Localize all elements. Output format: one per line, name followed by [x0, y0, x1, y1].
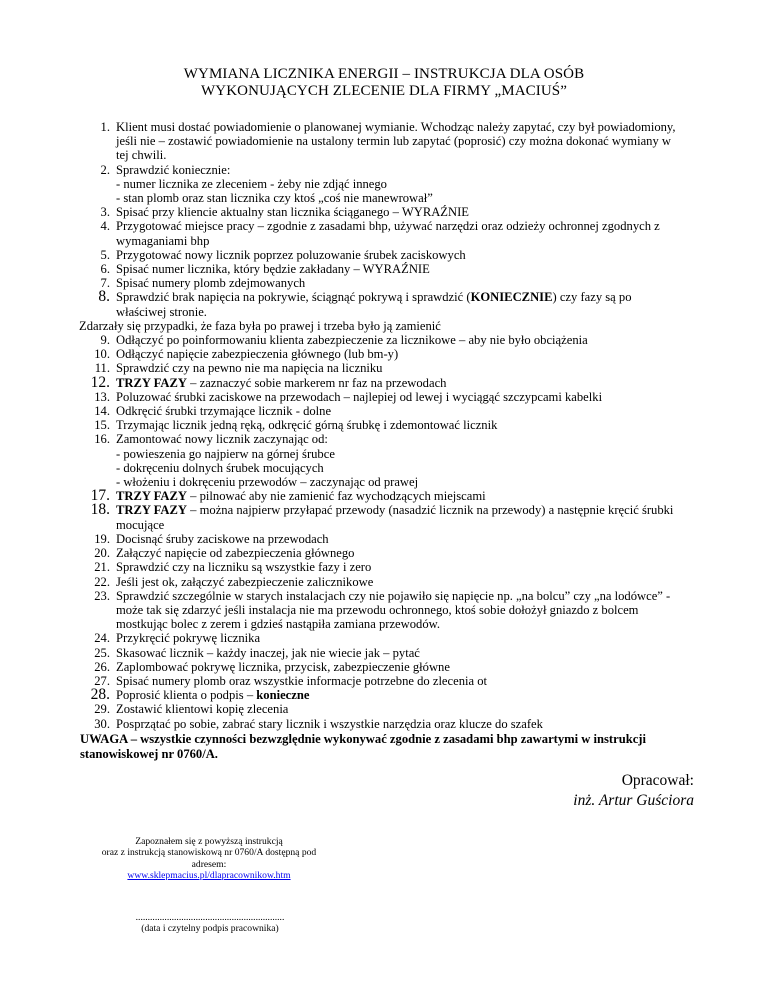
step-item: [80, 717, 696, 731]
step-text: Trzymając licznik jedną ręką, odkręcić górną śrubkę i zdemontować licznik: [116, 418, 498, 433]
step-text: Sprawdzić czy na liczniku są wszystkie fazy i zero: [116, 560, 372, 575]
step-number: 1.: [100, 120, 110, 134]
step-number: 3.: [100, 205, 110, 220]
step-number: 6.: [100, 262, 110, 277]
step-item: [80, 674, 696, 688]
step-text: Sprawdzić koniecznie:: [116, 162, 231, 177]
step-text: Sprawdzić szczególnie w starych instalacjach czy nie pojawiło się napięcie np. „na bolcu” czy „na lodówce” -: [116, 588, 671, 603]
step-text: Spisać numer licznika, który będzie zakładany – WYRAŹNIE: [116, 262, 430, 277]
step-number: 17.: [90, 487, 110, 505]
document-title: [0, 66, 768, 100]
step-text: [116, 376, 696, 390]
step-number: 19.: [94, 531, 110, 546]
step-number: 9.: [100, 333, 110, 348]
step-number: 7.: [100, 276, 110, 291]
step-number: 24.: [94, 631, 110, 646]
step-item: [80, 432, 696, 489]
step-text-line: - numer licznika ze zleceniem - żeby nie zdjąć innego: [116, 176, 387, 191]
title-line-1: WYMIANA LICZNIKA ENERGII – INSTRUKCJA DLA OSÓB: [183, 66, 585, 82]
step-text-line: wymaganiami bhp: [116, 233, 210, 248]
step-text-line: - dokręceniu dolnych śrubek mocujących: [116, 460, 324, 475]
warning-line-2: stanowiskowej nr 0760/A.: [80, 747, 218, 761]
author-name: inż. Artur Guściora: [573, 792, 694, 809]
step-item: [80, 404, 696, 418]
step-text: Klient musi dostać powiadomienie o planowanej wymianie. Wchodząc należy zapytać, czy był powiadomiony,: [116, 120, 676, 134]
step-item: [80, 631, 696, 645]
step-text: [116, 688, 696, 702]
step-item: [80, 333, 696, 347]
step-text: Przygotować nowy licznik poprzez poluzowanie śrubek zaciskowych: [116, 247, 466, 262]
step-item: [80, 503, 696, 531]
step-text-post: – pilnować aby nie zamienić faz wychodzących miejscami: [187, 489, 486, 504]
step-number: 11.: [94, 361, 110, 376]
step-number: 22.: [94, 574, 110, 589]
step-item: [80, 290, 696, 333]
step-text: Przygotować miejsce pracy – zgodnie z zasadami bhp, używać narzędzi oraz odzieży ochronnej zgodnych z: [116, 219, 660, 234]
step-item: [80, 205, 696, 219]
step-text: [116, 489, 696, 503]
step-item: [80, 373, 696, 391]
step-text-post: ) czy fazy są po: [552, 290, 632, 305]
step-item: [80, 575, 696, 589]
step-emphasis: konieczne: [256, 688, 310, 703]
step-item: [80, 589, 696, 632]
step-item: [80, 163, 696, 206]
employee-page-link[interactable]: www.sklepmacius.pl/dlapracownikow.htm: [127, 870, 291, 882]
warning-line-1: UWAGA – wszystkie czynności bezwzględnie wykonywać zgodnie z zasadami bhp zawartymi w instrukcji: [80, 732, 647, 746]
step-item: [80, 688, 696, 702]
step-number: 16.: [94, 432, 110, 447]
step-number: 21.: [94, 560, 110, 575]
step-text: [116, 290, 696, 304]
step-text: Skasować licznik – każdy inaczej, jak nie wiecie jak – pytać: [116, 645, 420, 660]
author-label: Opracował:: [621, 772, 694, 789]
step-text-line: - powieszenia go najpierw na górnej śrubce: [116, 446, 335, 461]
step-item: [80, 560, 696, 574]
step-number: 27.: [94, 673, 110, 688]
signature-label: (data i czytelny podpis pracownika): [141, 923, 279, 935]
step-item: [80, 660, 696, 674]
step-number: 15.: [94, 418, 110, 433]
step-number: 5.: [100, 247, 110, 262]
step-text-line: mostkując bolec z zerem i gdzieś nastąpiła zamiana przewodów.: [116, 617, 441, 632]
step-text: Posprzątać po sobie, zabrać stary licznik i wszystkie narzędzia oraz klucze do szafek: [116, 716, 543, 731]
step-text-line: - stan plomb oraz stan licznika czy ktoś „coś nie manewrował”: [116, 191, 433, 206]
step-emphasis: KONIECZNIE: [470, 290, 553, 305]
step-text: Zostawić klientowi kopię zlecenia: [116, 702, 289, 717]
step-number: 4.: [100, 219, 110, 234]
step-number: 12.: [90, 373, 110, 391]
step-emphasis: TRZY FAZY: [116, 503, 188, 518]
step-continuation: Zdarzały się przypadki, że faza była po prawej i trzeba było ją zamienić: [79, 318, 441, 333]
step-item: [80, 390, 696, 404]
step-item: [80, 262, 696, 276]
step-number: 8.: [98, 288, 110, 306]
step-number: 28.: [90, 686, 110, 704]
step-text-line: mocujące: [116, 517, 165, 532]
step-item: [80, 248, 696, 262]
step-text: Sprawdzić czy na pewno nie ma napięcia na liczniku: [116, 361, 383, 376]
step-item: [80, 347, 696, 361]
acknowledgement-note: [79, 836, 339, 882]
step-number: 29.: [94, 702, 110, 717]
step-text: Docisnąć śruby zaciskowe na przewodach: [116, 531, 329, 546]
step-text: Spisać przy kliencie aktualny stan licznika ściąganego – WYRAŹNIE: [116, 205, 469, 220]
step-number: 18.: [90, 501, 110, 519]
step-item: [80, 276, 696, 290]
step-text-line: może tak się zdarzyć jeśli instalacja nie ma przewodu ochronnego, ktoś sobie dołożył gniazdo z bolcem: [116, 602, 639, 617]
step-text: Odkręcić śrubki trzymające licznik - dolne: [116, 404, 332, 419]
step-text: Przykręcić pokrywę licznika: [116, 631, 261, 646]
step-text: Jeśli jest ok, załączyć zabezpieczenie zalicznikowe: [116, 574, 374, 589]
step-emphasis: TRZY FAZY: [116, 489, 188, 504]
step-number: 20.: [94, 546, 110, 561]
step-text-post: – zaznaczyć sobie markerem nr faz na przewodach: [187, 375, 447, 390]
instruction-steps-list: [80, 120, 696, 731]
signature-dots: ..............................................................: [135, 912, 285, 923]
step-emphasis: TRZY FAZY: [116, 375, 188, 390]
step-text: Poluzować śrubki zaciskowe na przewodach – najlepiej od lewej i wyciągąć szczypcami kabelki: [116, 389, 603, 404]
step-text-post: – można najpierw przyłapać przewody (nasadzić licznik na przewody) a następnie kręcić śrubki: [187, 503, 674, 518]
title-line-2: WYKONUJĄCYCH ZLECENIE DLA FIRMY „MACIUŚ”: [201, 83, 567, 99]
ack-line-3: adresem:: [191, 858, 227, 870]
step-number: 30.: [94, 716, 110, 731]
step-number: 26.: [94, 659, 110, 674]
step-item: [80, 702, 696, 716]
signature-block: [120, 912, 300, 935]
step-text-line: - włożeniu i dokręceniu przewodów – zaczynając od prawej: [116, 475, 419, 490]
step-text-line: tej chwili.: [116, 148, 167, 163]
step-item: [80, 418, 696, 432]
step-item: [80, 361, 696, 375]
safety-warning: [80, 732, 696, 762]
step-text-pre: Poprosić klienta o podpis –: [116, 688, 257, 703]
step-text: Spisać numery plomb oraz wszystkie informacje potrzebne do zlecenia ot: [116, 673, 488, 688]
step-item: [80, 219, 696, 247]
step-number: 10.: [94, 347, 110, 362]
step-number: 13.: [94, 389, 110, 404]
ack-line-2: oraz z instrukcją stanowiskową nr 0760/A dostępną pod: [101, 847, 317, 859]
step-item: [80, 120, 696, 163]
step-text: Załączyć napięcie od zabezpieczenia głównego: [116, 546, 355, 561]
step-item: [80, 646, 696, 660]
step-item: [80, 489, 696, 503]
step-item: [80, 532, 696, 546]
step-item: [80, 546, 696, 560]
step-number: 2.: [100, 162, 110, 177]
step-text: Spisać numery plomb zdejmowanych: [116, 276, 306, 291]
step-text-line: właściwej stronie.: [116, 304, 207, 319]
step-number: 25.: [94, 645, 110, 660]
ack-line-1: Zapoznałem się z powyższą instrukcją: [135, 836, 283, 847]
step-text: Odłączyć napięcie zabezpieczenia głównego (lub bm-y): [116, 347, 399, 362]
step-text-pre: Sprawdzić brak napięcia na pokrywie, ściągnąć pokrywą i sprawdzić (: [116, 290, 471, 305]
step-text: Odłączyć po poinformowaniu klienta zabezpieczenie za licznikowe – aby nie było obciążenia: [116, 333, 588, 348]
step-text: Zamontować nowy licznik zaczynając od:: [116, 432, 328, 447]
step-text-line: jeśli nie – zostawić powiadomienie na ustalony termin lub zapytać (poprosić) czy można dokonać wymiany w: [116, 134, 672, 149]
step-number: 23.: [94, 588, 110, 603]
step-text: Zaplombować pokrywę licznika, przycisk, zabezpieczenie główne: [116, 659, 450, 674]
step-text: [116, 503, 696, 517]
step-number: 14.: [94, 404, 110, 419]
